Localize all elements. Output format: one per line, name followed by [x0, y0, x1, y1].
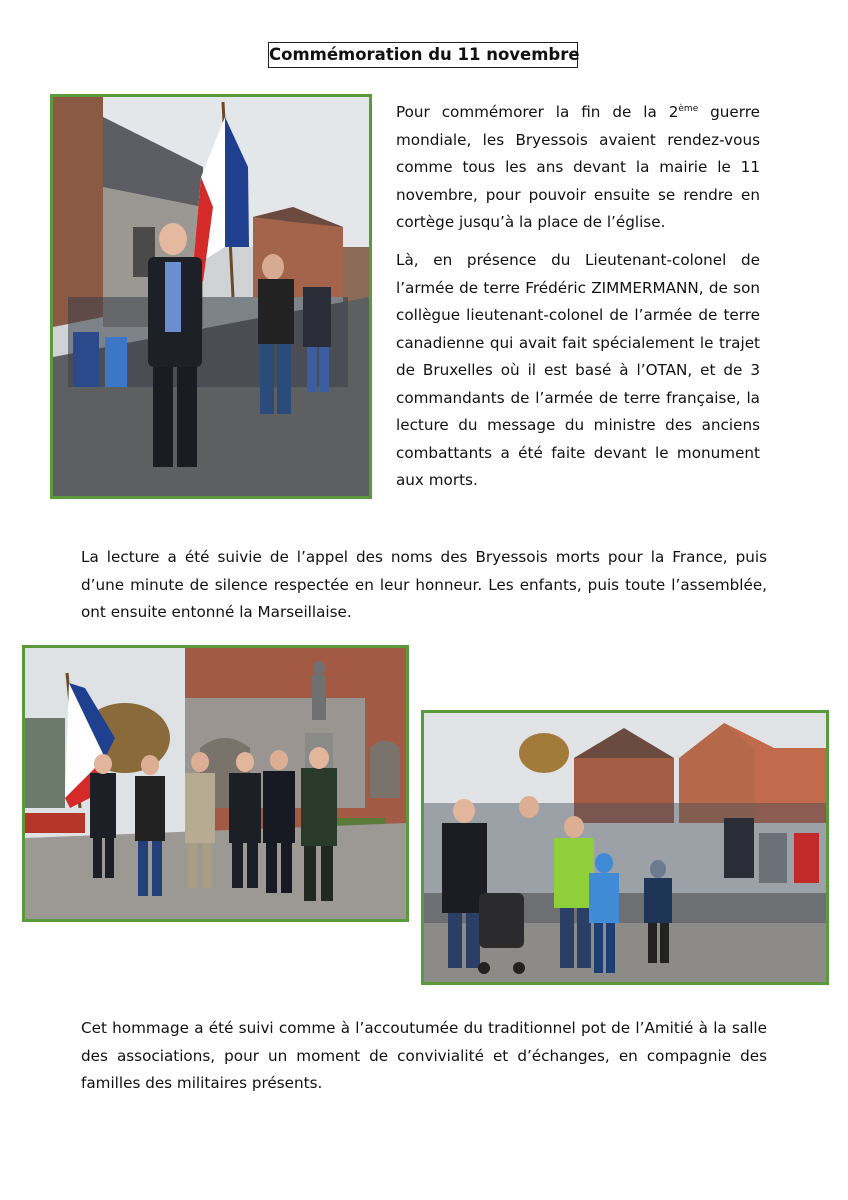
paragraph-reading — [81, 544, 767, 627]
photo-parade — [50, 94, 372, 499]
parade-image — [53, 97, 369, 496]
paragraph-intro-superscript: ème — [678, 104, 699, 114]
crowd-image — [424, 713, 826, 982]
page-title: Commémoration du 11 novembre — [268, 42, 578, 68]
paragraph-intro-text-cont: guerre mondiale, les Bryessois avaient rendez-vous comme tous les ans devant la mairie le 11 novembre, pour pouvoir ensuite se rendre en cortège jusqu’à la place de l’église. — [396, 103, 761, 232]
photo-crowd — [421, 710, 829, 985]
paragraph-reading-text: La lecture a été suivie de l’appel des noms des Bryessois morts pour la France, puis d’une minute de silence respectée en leur honneur. Les enfants, puis toute l’assemblée, ont ensuite entonné la Marseillaise. — [81, 548, 767, 621]
officers-image — [25, 648, 406, 919]
photo-officers-monument — [22, 645, 409, 922]
paragraph-ceremony — [396, 247, 760, 495]
paragraph-ceremony-text: Là, en présence du Lieutenant-colonel de l’armée de terre Frédéric ZIMMERMANN, de son collègue lieutenant-colonel de l’armée de terre canadienne qui avait fait spécialement le trajet de Bruxelles où il est basé à l’OTAN, et de 3 commandants de l’armée de terre française, la lecture du message du ministre des anciens combattants a été faite devant le monument aux morts. — [396, 251, 760, 489]
paragraph-intro-text: Pour commémorer la fin de la 2 — [396, 103, 679, 122]
paragraph-intro — [396, 96, 760, 237]
paragraph-reception-text: Cet hommage a été suivi comme à l’accoutumée du traditionnel pot de l’Amitié à la salle des associations, pour un moment de convivialité et d’échanges, en compagnie des familles des militaires présents. — [81, 1019, 767, 1092]
paragraph-reception — [81, 1015, 767, 1098]
